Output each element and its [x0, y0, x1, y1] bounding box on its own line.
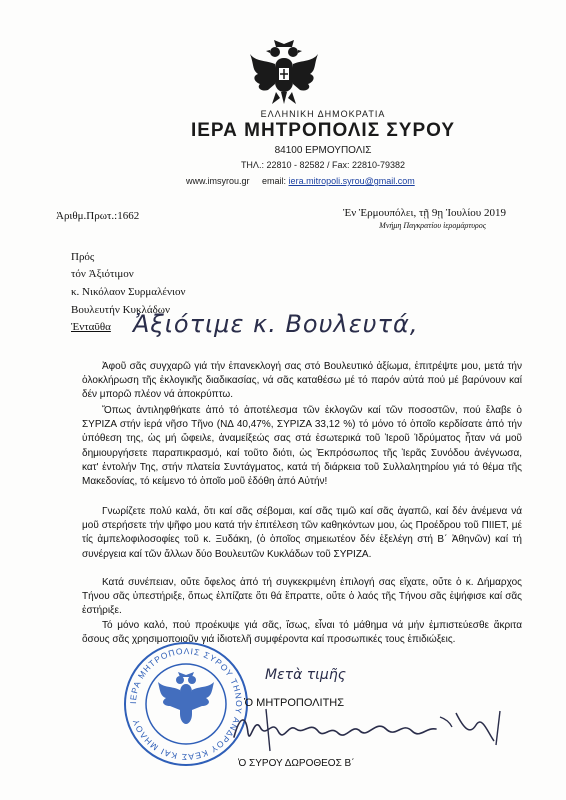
signatory-title: Ὁ ΜΗΤΡΟΠΟΛΙΤΗΣ [244, 697, 345, 709]
email-link[interactable]: iera.mitropoli.syrou@gmail.com [288, 176, 415, 186]
email-label: email: [262, 176, 287, 186]
signatory-name: Ὁ ΣΥΡΟΥ ΔΩΡΟΘΕΟΣ Β΄ [238, 758, 355, 769]
seal-text: ΙΕΡΑ ΜΗΤΡΟΠΟΛΙΣ ΣΥΡΟΥ ΤΗΝΟΥ ΑΝΔΡΟΥ ΚΕΑΣ ΚΑΙ ΜΗΛΟΥ [127, 645, 245, 763]
metropolis-title: ΙΕΡΑ ΜΗΤΡΟΠΟΛΙΣ ΣΥΡΟΥ [190, 120, 456, 141]
body-paragraph-1: Ἀφοῦ σᾶς συγχαρῶ γιά τήν ἐπανεκλογή σας στό Βουλευτικό ἀξίωμα, ἐπιτρέψτε μου, μετά τήν ὁλοκλήρωση τῆς ἐκλογικῆς διαδικασίας, νά σᾶς καταθέσω μέ τό παρόν αὐτά πού μέ βαρύνουν καί δέν μπορῶ πλέον νά ἀποκρύπτω. [82, 361, 522, 401]
handwritten-closing: Μετὰ τιμῆς [265, 667, 346, 683]
recipient-to: Πρός [71, 251, 95, 263]
double-headed-eagle-emblem [248, 38, 320, 108]
website-link[interactable]: www.imsyrou.gr [186, 176, 250, 186]
handwritten-signature [226, 705, 516, 755]
recipient-role: Βουλευτήν Κυκλάδων [71, 304, 171, 316]
contact-line [186, 176, 415, 186]
body-paragraph-2: Ὅπως ἀντιληφθήκατε ἀπό τό ἀποτέλεσμα τῶν ἐκλογῶν καί τῶν ποσοστῶν, πού ἔλαβε ὁ ΣΥΡΙΖΑ στήν ἱερά νῆσο Τῆνο (ΝΔ 40,47%, ΣΥΡΙΖΑ 33,12 %) τό μόνο τό ὁποῖο κερδίσατε ἀπό τήν ὑπόθεση της, ὡς μή ὤφειλε, ἀναμείξεώς σας στά ἐσωτερικά τοῦ Ἱεροῦ Ἱδρύματος ἦταν νά μοῦ δημιουργήσετε παραπικρασμό, καί τοῦτο διότι, ὡς Ἐκπρόσωπος τῆς Ἱερᾶς Συνόδου ἀνέγνωσα, κατ' ἐντολήν Της, στήν πλατεία Συντάγματος, κατά τή διάρκεια τοῦ Συλλαλητηρίου γιά τό θέμα τῆς Μακεδονίας, τό κείμενο τό ὁποῖο μοῦ ἐδόθη ἀπό Αὐτήν! [82, 405, 522, 488]
date-line: Ἐν Ἑρμουπόλει, τῇ 9ῃ Ἰουλίου 2019 [342, 207, 506, 219]
handwritten-greeting: Ἀξιότιμε κ. Βουλευτά, [133, 310, 419, 338]
recipient-name: κ. Νικόλαον Συρμαλένιον [71, 286, 186, 298]
republic-heading: ΕΛΛΗΝΙΚΗ ΔΗΜΟΚΡΑΤΙΑ [260, 109, 386, 119]
protocol-number: Ἀριθμ.Πρωτ.:1662 [56, 210, 140, 222]
address-line: 84100 ΕΡΜΟΥΠΟΛΙΣ [274, 145, 372, 156]
recipient-place: Ἐνταῦθα [71, 321, 111, 333]
body-paragraph-4: Κατά συνέπειαν, οὔτε ὄφελος ἀπό τή συγκεκριμένη ἐπιλογή σας εἴχατε, οὔτε ὁ κ. Δήμαρχος Τήνου σᾶς ὑπεστήριξε, ὅπως ἐλπίζατε ὅτι θά ἔπραττε, οὔτε ὁ λαός τῆς Τήνου σᾶς ἐψήφισε καί σᾶς ἐστήριξε. [82, 577, 522, 617]
recipient-title: τόν Ἀξιότιμον [71, 268, 134, 280]
body-paragraph-3: Γνωρίζετε πολύ καλά, ὅτι καί σᾶς σέβομαι, καί σᾶς τιμῶ καί σᾶς ἀγαπῶ, καί δέν ἀνέμενα νά μοῦ στερήσετε τήν ψῆφο μου κατά τήν ἐπιτέλεση τῶν καθηκόντων μου, ὡς Προέδρου τοῦ ΠΙΙΕΤ, μέ τίς ἀμπελοφιλοσοφίες τοῦ κ. Ξυδάκη, (ὁ ὁποῖος σημειωτέον δέν ἐξελέγη στή Β΄ Ἀθηνῶν) καί τή συνέργεια καί τῶν ἄλλων δύο Βουλευτῶν Κυκλάδων τοῦ ΣΥΡΙΖΑ. [82, 506, 522, 560]
saint-memory-note: Μνήμη Παγκρατίου ἱερομάρτυρος [379, 221, 486, 230]
body-paragraph-5: Τό μόνο καλό, πού προέκυψε γιά σᾶς, ἴσως, εἶναι τό μάθημα νά μήν ἐμπιστεύεσθε ἄκριτα ὅσους σᾶς χρησιμοποιοῦν γιά ἰδιοτελῆ συμφέροντα καί προσωπικές τους ἐπιδιώξεις. [82, 620, 522, 646]
phone-line: ΤΗΛ.: 22810 - 82582 / Fax: 22810-79382 [240, 160, 406, 170]
